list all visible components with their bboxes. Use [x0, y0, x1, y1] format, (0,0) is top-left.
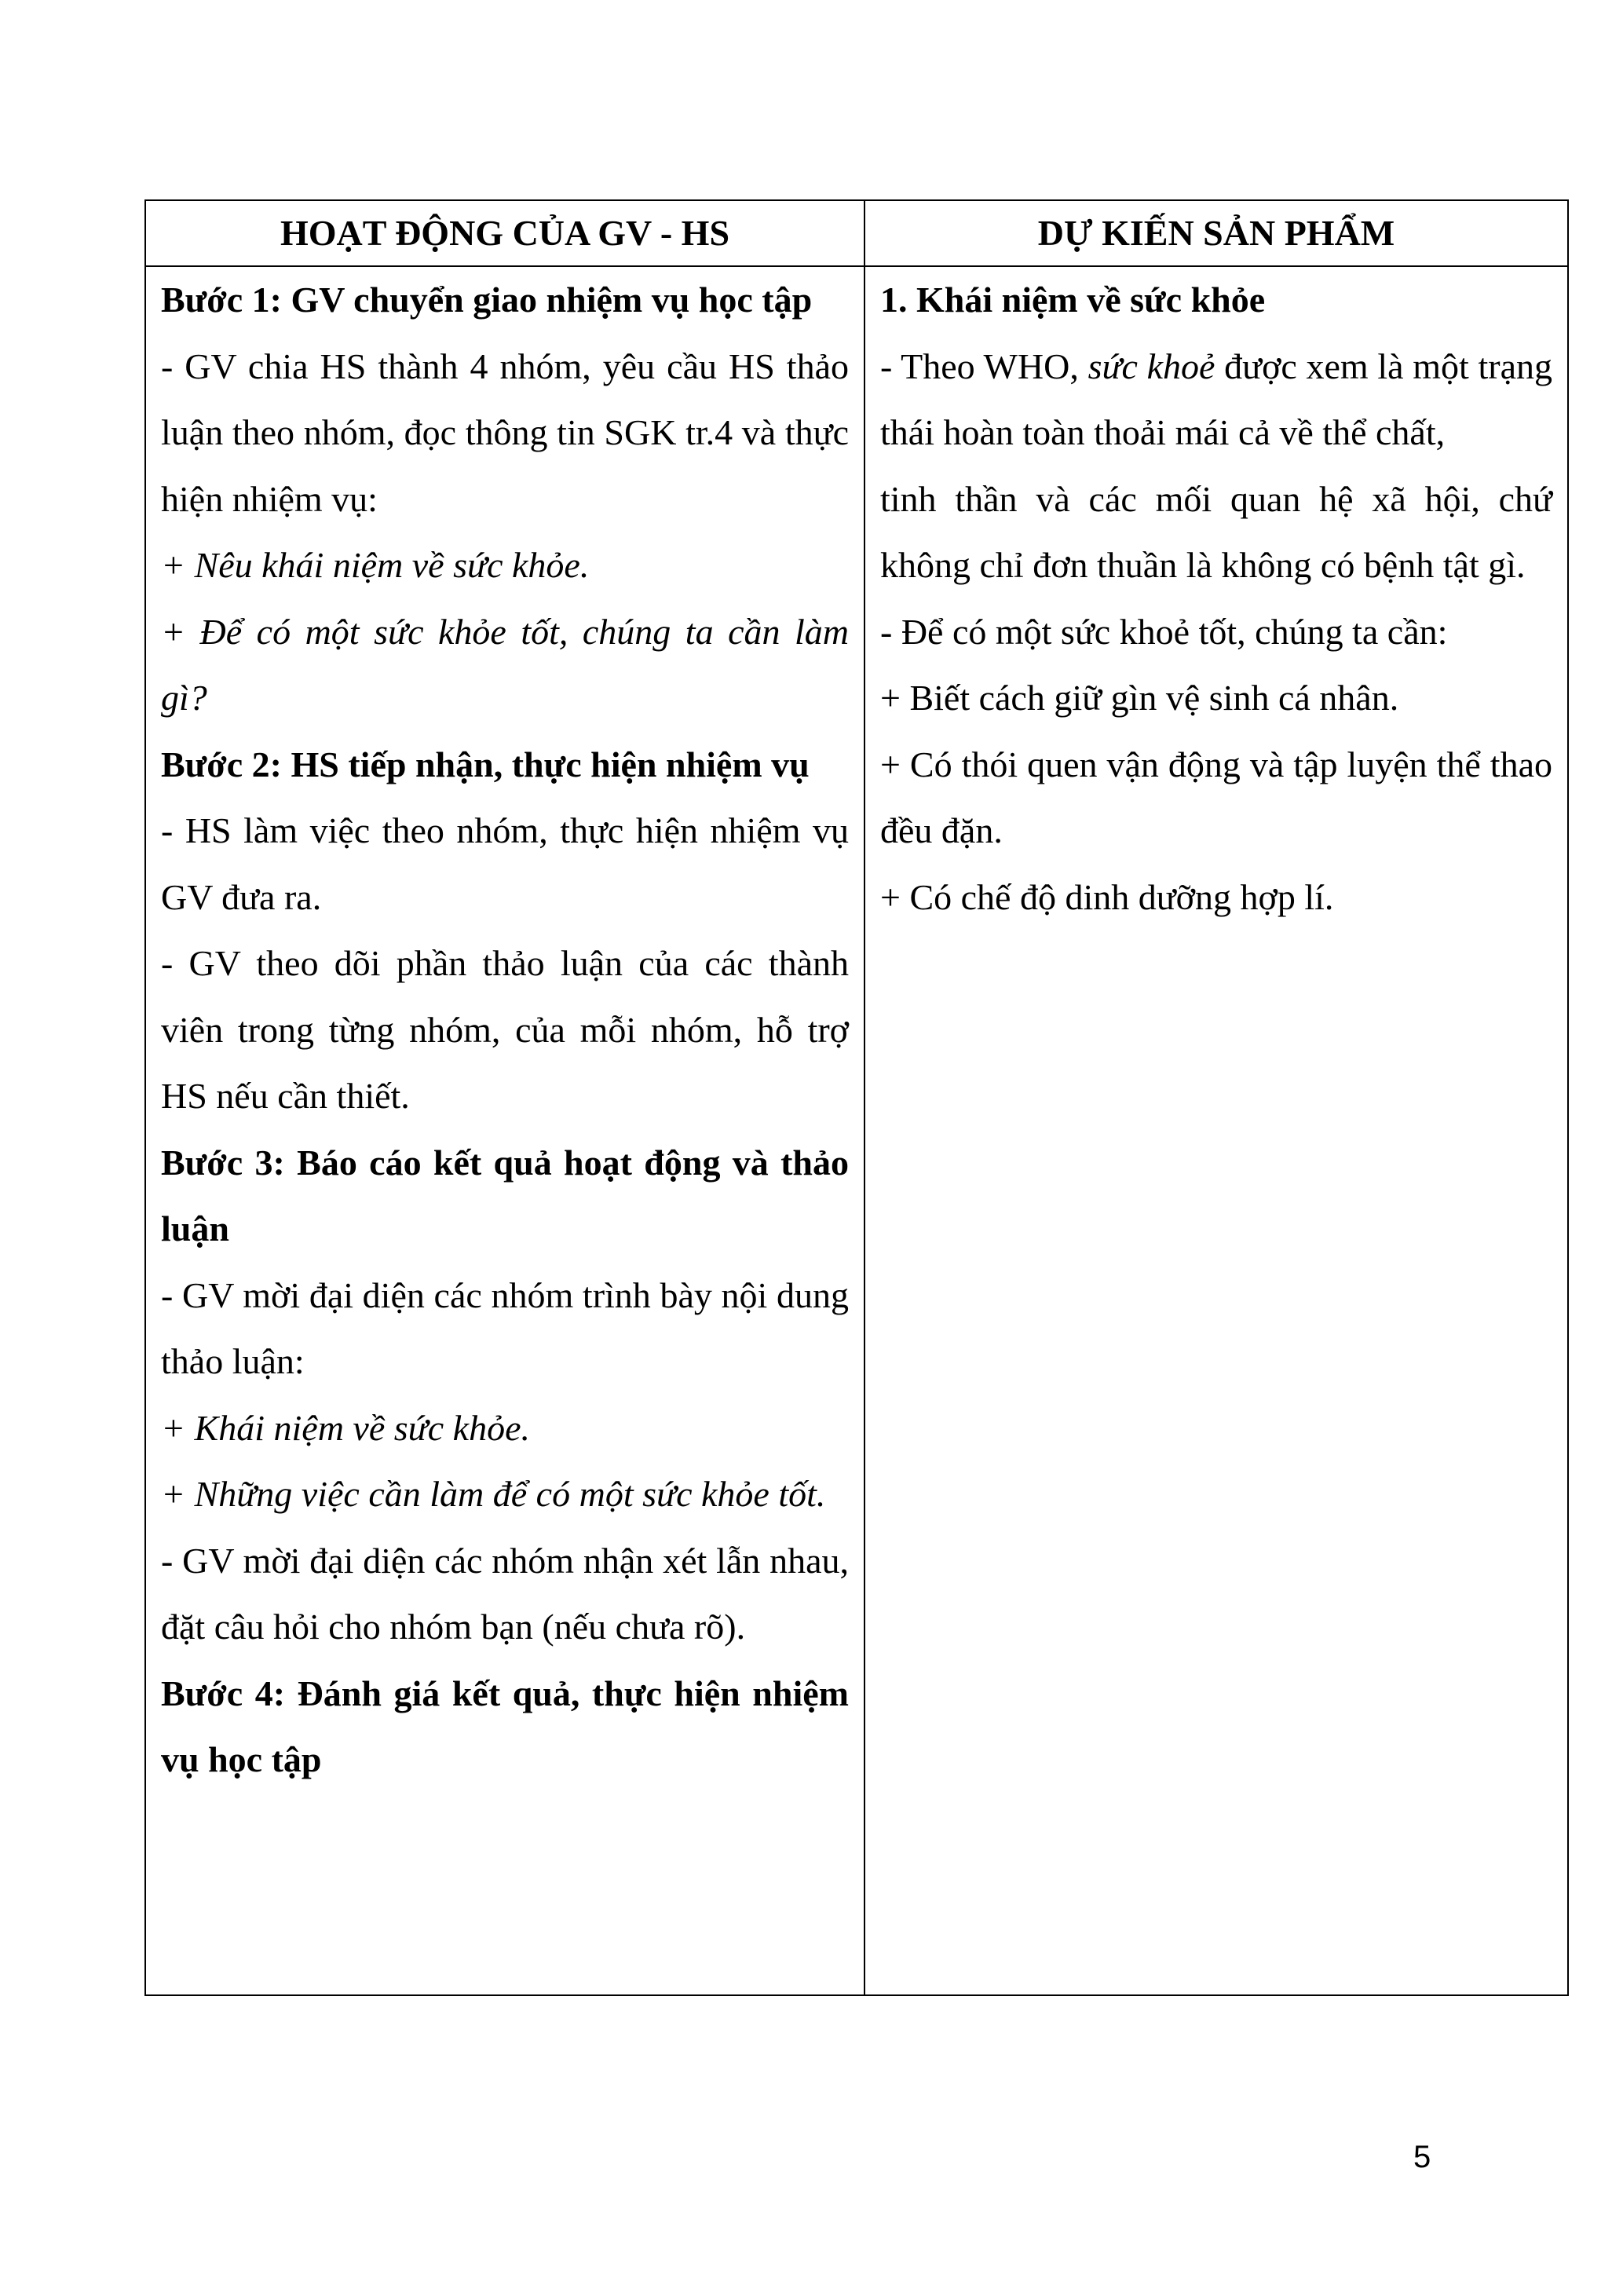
text-segment: - GV chia HS thành 4 nhóm, yêu cầu HS thảo luận theo nhóm, đọc thông tin SGK tr.4 và thực hiện nhiệm vụ: [161, 345, 849, 519]
paragraph [880, 665, 1552, 732]
text-segment: + Biết cách giữ gìn vệ sinh cá nhân. [880, 678, 1399, 718]
paragraph [161, 1130, 849, 1263]
page-number: 5 [1413, 2140, 1431, 2174]
text-segment: - HS làm việc theo nhóm, thực hiện nhiệm vụ GV đưa ra. [161, 810, 849, 917]
paragraph [880, 334, 1552, 466]
text-segment: Bước 2: HS tiếp nhận, thực hiện nhiệm vụ [161, 744, 810, 784]
paragraph [161, 267, 849, 334]
paragraph [880, 599, 1552, 666]
paragraph [161, 1395, 849, 1462]
paragraph [880, 466, 1552, 599]
text-segment: Bước 1: GV chuyển giao nhiệm vụ học tập [161, 280, 813, 320]
text-segment: 1. Khái niệm về sức khỏe [880, 280, 1266, 320]
paragraph [161, 930, 849, 1130]
paragraph [161, 1461, 849, 1528]
text-segment: + Có chế độ dinh dưỡng hợp lí. [880, 876, 1334, 917]
text-segment: Bước 3: Báo cáo kết quả hoạt động và thảo luận [161, 1142, 849, 1249]
text-segment: Bước 4: Đánh giá kết quả, thực hiện nhiệm vụ học tập [161, 1673, 849, 1779]
products-cell [865, 266, 1568, 1995]
paragraph [161, 599, 849, 732]
paragraph [880, 732, 1552, 865]
text-segment: - GV theo dõi phần thảo luận của các thành viên trong từng nhóm, của mỗi nhóm, hỗ trợ HS nếu cần thiết. [161, 943, 849, 1116]
header-activities: HOẠT ĐỘNG CỦA GV - HS [145, 200, 865, 266]
text-segment: + Để có một sức khỏe tốt, chúng ta cần làm gì? [161, 611, 849, 718]
paragraph [161, 798, 849, 930]
text-segment: - Để có một sức khoẻ tốt, chúng ta cần: [880, 611, 1448, 652]
paragraph [161, 1661, 849, 1793]
table-row [145, 266, 1568, 1995]
text-segment: - GV mời đại diện các nhóm nhận xét lẫn nhau, đặt câu hỏi cho nhóm bạn (nếu chưa rõ). [161, 1540, 849, 1647]
text-segment: + Nêu khái niệm về sức khỏe. [161, 545, 590, 585]
text-segment: tinh thần và các mối quan hệ xã hội, chứ không chỉ đơn thuần là không có bệnh tật gì. [880, 478, 1552, 585]
activities-cell [145, 266, 865, 1995]
text-segment: + Có thói quen vận động và tập luyện thể thao đều đặn. [880, 744, 1552, 850]
text-segment: + Khái niệm về sức khỏe. [161, 1407, 530, 1448]
paragraph [161, 1263, 849, 1395]
text-segment: + Những việc cần làm để có một sức khỏe tốt. [161, 1474, 826, 1514]
paragraph [161, 334, 849, 533]
paragraph [161, 1528, 849, 1661]
text-segment: - GV mời đại diện các nhóm trình bày nội dung thảo luận: [161, 1274, 849, 1381]
text-segment: sức khoẻ [1087, 345, 1215, 386]
table-header-row [145, 200, 1568, 266]
paragraph [880, 267, 1552, 334]
text-segment: được xem là một trạng thái hoàn toàn thoải mái cả về thể chất, [880, 345, 1552, 452]
text-segment: - Theo WHO, [880, 345, 1088, 386]
paragraph [161, 732, 849, 799]
paragraph [161, 532, 849, 599]
lesson-table [144, 199, 1569, 1996]
paragraph [880, 865, 1552, 931]
header-expected-products: DỰ KIẾN SẢN PHẨM [865, 200, 1568, 266]
